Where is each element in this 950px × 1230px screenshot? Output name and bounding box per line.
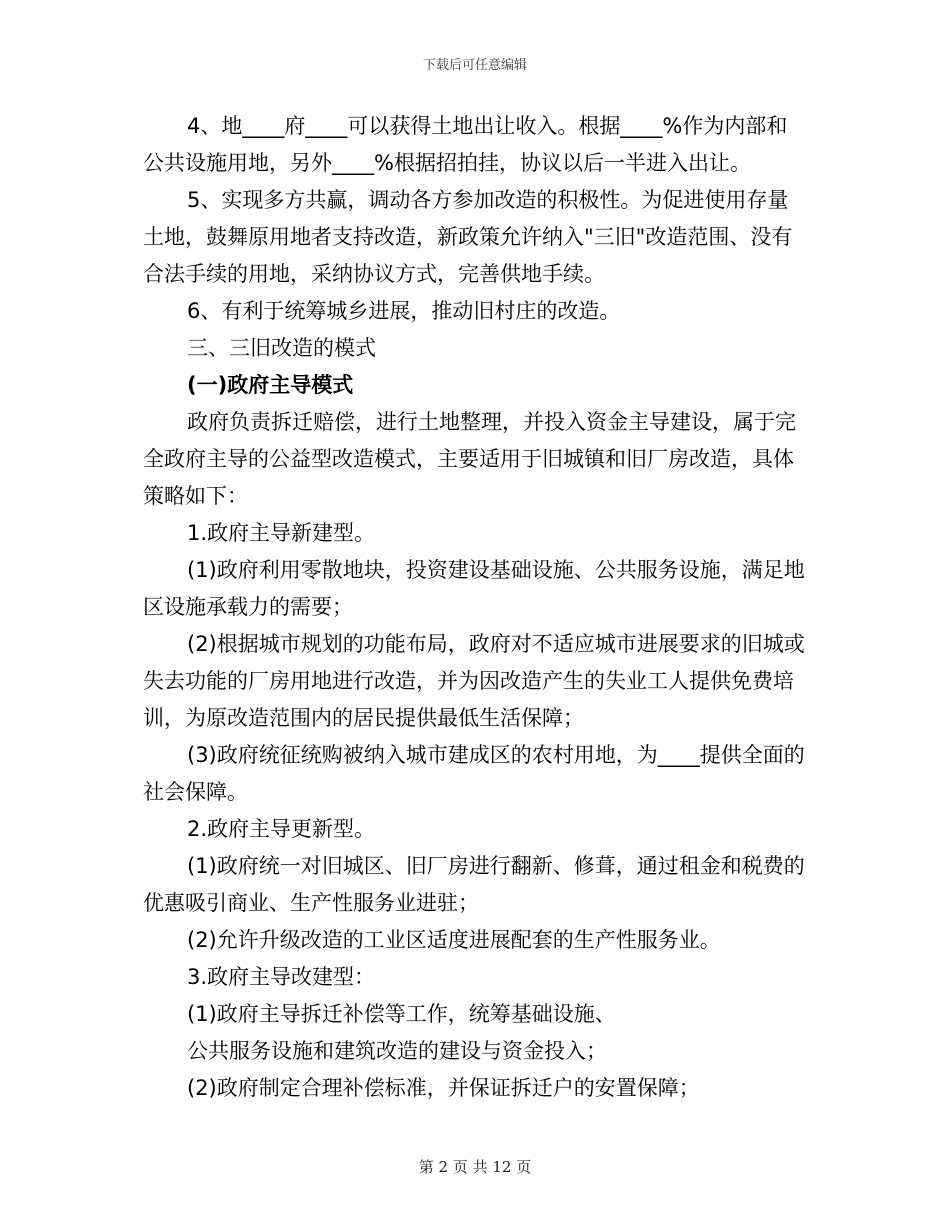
page-footer: 第 2 页 共 12 页 [418, 1158, 532, 1176]
list-item-1-1: (1)政府利用零散地块，投资建设基础设施、公共服务设施，满足地区设施承载力的需要； [143, 558, 805, 619]
list-item-1-2: (2)根据城市规划的功能布局，政府对不适应城市进展要求的旧城或失去功能的厂房用地进行改造，并为因改造产生的失业工人提供免费培训，为原改造范围内的居民提供最低生活保障； [143, 632, 805, 730]
list-heading-2: 2.政府主导更新型。 [187, 817, 376, 841]
paragraph-item-6: 6、有利于统筹城乡进展，推动旧村庄的改造。 [187, 299, 621, 323]
page-header: 下载后可任意编辑 [422, 58, 527, 73]
list-heading-3: 3.政府主导改建型： [187, 965, 376, 989]
list-item-3-1: (1)政府主导拆迁补偿等工作，统筹基础设施、 [187, 1002, 616, 1026]
list-item-2-2: (2)允许升级改造的工业区适度进展配套的生产性服务业。 [187, 928, 721, 952]
subsection-heading: (一)政府主导模式 [187, 373, 354, 397]
list-heading-1: 1.政府主导新建型。 [187, 521, 376, 545]
list-item-1-3: (3)政府统征统购被纳入城市建成区的农村用地，为____提供全面的社会保障。 [143, 743, 805, 804]
paragraph-item-4: 4、地____府____可以获得土地出让收入。根据____%作为内部和公共设施用地，另外____%根据招拍挂，协议以后一半进入出让。 [143, 114, 788, 175]
list-item-3-2: (2)政府制定合理补偿标准，并保证拆迁户的安置保障； [187, 1076, 700, 1100]
document-body [143, 108, 808, 1107]
list-item-3-1-cont: 公共服务设施和建筑改造的建设与资金投入； [187, 1039, 607, 1063]
list-item-2-1: (1)政府统一对旧城区、旧厂房进行翻新、修葺，通过租金和税费的优惠吸引商业、生产性服务业进驻； [143, 854, 805, 915]
paragraph-item-5: 5、实现多方共赢，调动各方参加改造的积极性。为促进使用存量土地，鼓舞原用地者支持改造，新政策允许纳入"三旧"改造范围、没有合法手续的用地，采纳协议方式，完善供地手续。 [143, 188, 793, 286]
section-heading: 三、三旧改造的模式 [187, 336, 376, 360]
paragraph-intro: 政府负责拆迁赔偿，进行土地整理，并投入资金主导建设，属于完全政府主导的公益型改造模式，主要适用于旧城镇和旧厂房改造，具体策略如下： [143, 410, 796, 508]
